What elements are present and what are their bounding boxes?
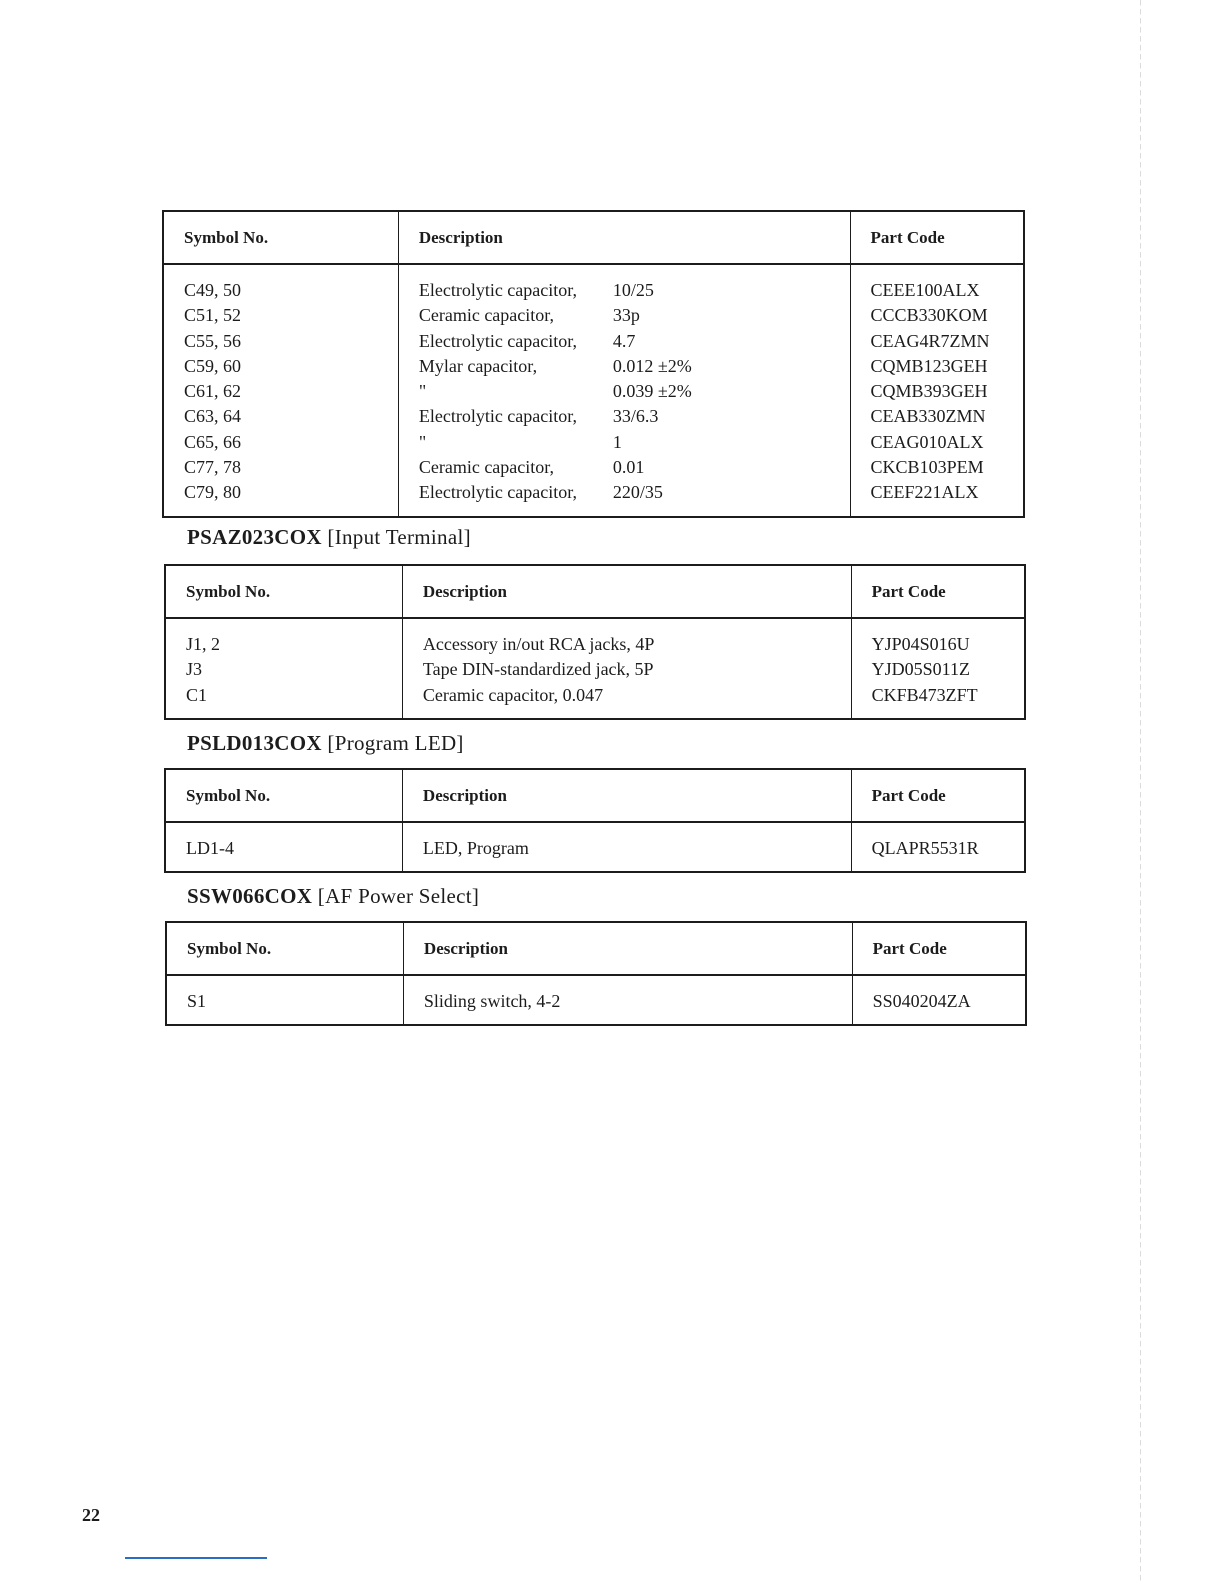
scan-edge-line (1140, 0, 1141, 1584)
part-code-cell: CEEE100ALX (850, 264, 1024, 303)
description-cell: Ceramic capacitor, (398, 455, 612, 480)
part-code-cell: QLAPR5531R (851, 822, 1025, 872)
description-cell: LED, Program (402, 822, 851, 872)
value-cell: 33p (613, 303, 850, 328)
section-name: [Program LED] (327, 731, 464, 755)
symbol-cell: C61, 62 (163, 379, 398, 404)
table-row (163, 430, 1024, 455)
part-code-cell: SS040204ZA (852, 975, 1026, 1025)
section-name: [Input Terminal] (327, 525, 471, 549)
part-code-cell: CEEF221ALX (850, 480, 1024, 516)
header-part-code: Part Code (852, 922, 1026, 975)
header-description: Description (398, 211, 850, 264)
description-cell: Ceramic capacitor, (398, 303, 612, 328)
description-cell: Ceramic capacitor, 0.047 (402, 683, 851, 719)
description-cell: Tape DIN-standardized jack, 5P (402, 657, 851, 682)
part-code-cell: CCCB330KOM (850, 303, 1024, 328)
symbol-cell: J1, 2 (165, 618, 402, 657)
symbol-cell: C79, 80 (163, 480, 398, 516)
header-symbol-no: Symbol No. (163, 211, 398, 264)
table-header-row (163, 211, 1024, 264)
description-cell: Accessory in/out RCA jacks, 4P (402, 618, 851, 657)
part-code-cell: CEAG010ALX (850, 430, 1024, 455)
description-cell: Mylar capacitor, (398, 354, 612, 379)
header-symbol-no: Symbol No. (165, 769, 402, 822)
section-part-code: PSAZ023COX (187, 525, 322, 549)
description-cell: Electrolytic capacitor, (398, 329, 612, 354)
section-title-program-led (187, 731, 464, 756)
input-terminal-parts-table (164, 564, 1026, 720)
symbol-cell: C63, 64 (163, 404, 398, 429)
value-cell: 0.012 ±2% (613, 354, 850, 379)
table-row (165, 618, 1025, 657)
section-name: [AF Power Select] (317, 884, 480, 908)
table-row (163, 455, 1024, 480)
header-part-code: Part Code (851, 565, 1025, 618)
table-row (163, 264, 1024, 303)
value-cell: 0.01 (613, 455, 850, 480)
part-code-cell: CQMB393GEH (850, 379, 1024, 404)
part-code-cell: CEAB330ZMN (850, 404, 1024, 429)
table-header-row (165, 769, 1025, 822)
part-code-cell: CEAG4R7ZMN (850, 329, 1024, 354)
symbol-cell: S1 (166, 975, 403, 1025)
footer-underline-mark (125, 1557, 267, 1559)
value-cell: 4.7 (613, 329, 850, 354)
table-header-row (166, 922, 1026, 975)
symbol-cell: J3 (165, 657, 402, 682)
part-code-cell: YJP04S016U (851, 618, 1025, 657)
ditto-mark: " (398, 430, 612, 455)
header-description: Description (403, 922, 852, 975)
header-description: Description (402, 565, 851, 618)
ditto-mark: " (398, 379, 612, 404)
value-cell: 1 (613, 430, 850, 455)
header-symbol-no: Symbol No. (166, 922, 403, 975)
table-row (166, 975, 1026, 1025)
symbol-cell: C65, 66 (163, 430, 398, 455)
part-code-cell: CQMB123GEH (850, 354, 1024, 379)
value-cell: 220/35 (613, 480, 850, 516)
section-part-code: PSLD013COX (187, 731, 322, 755)
section-part-code: SSW066COX (187, 884, 313, 908)
program-led-parts-table (164, 768, 1026, 873)
value-cell: 33/6.3 (613, 404, 850, 429)
description-cell: Electrolytic capacitor, (398, 480, 612, 516)
description-cell: Electrolytic capacitor, (398, 264, 612, 303)
symbol-cell: C77, 78 (163, 455, 398, 480)
page-number: 22 (82, 1505, 100, 1525)
part-code-cell: CKFB473ZFT (851, 683, 1025, 719)
table-row (163, 354, 1024, 379)
symbol-cell: C1 (165, 683, 402, 719)
symbol-cell: C49, 50 (163, 264, 398, 303)
header-part-code: Part Code (850, 211, 1024, 264)
part-code-cell: YJD05S011Z (851, 657, 1025, 682)
symbol-cell: C55, 56 (163, 329, 398, 354)
symbol-cell: LD1-4 (165, 822, 402, 872)
header-part-code: Part Code (851, 769, 1025, 822)
value-cell: 10/25 (613, 264, 850, 303)
header-symbol-no: Symbol No. (165, 565, 402, 618)
capacitor-parts-table (162, 210, 1025, 518)
value-cell: 0.039 ±2% (613, 379, 850, 404)
table-row (165, 657, 1025, 682)
table-header-row (165, 565, 1025, 618)
table-row (163, 404, 1024, 429)
table-row (163, 303, 1024, 328)
af-power-select-parts-table (165, 921, 1027, 1026)
description-cell: Electrolytic capacitor, (398, 404, 612, 429)
part-code-cell: CKCB103PEM (850, 455, 1024, 480)
description-cell: Sliding switch, 4-2 (403, 975, 852, 1025)
symbol-cell: C59, 60 (163, 354, 398, 379)
table-row (163, 379, 1024, 404)
table-row (165, 683, 1025, 719)
table-row (163, 480, 1024, 516)
section-title-af-power-select (187, 884, 479, 909)
section-title-input-terminal (187, 525, 471, 550)
table-row (163, 329, 1024, 354)
header-description: Description (402, 769, 851, 822)
table-row (165, 822, 1025, 872)
symbol-cell: C51, 52 (163, 303, 398, 328)
